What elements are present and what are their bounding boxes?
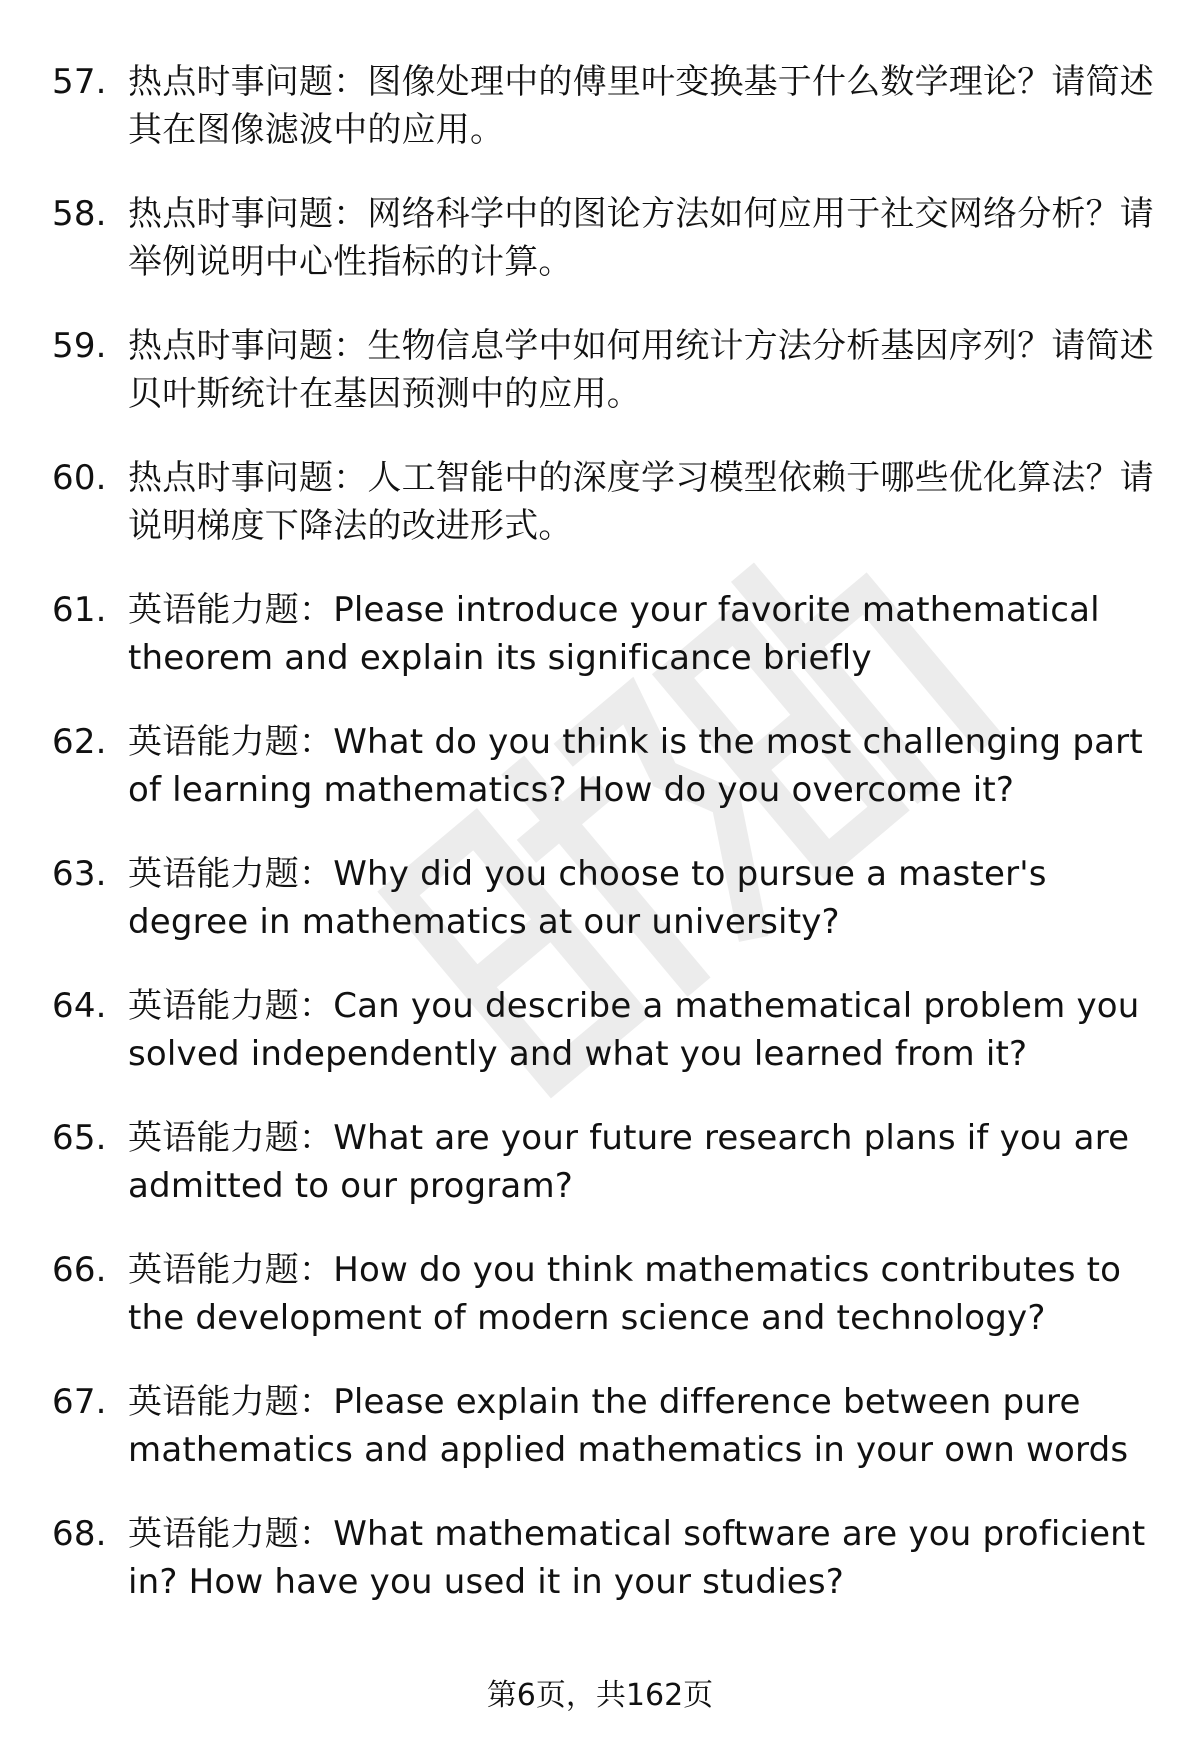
question-text: 英语能力题：Can you describe a mathematical problem you solved independently and what you learned from it? <box>128 986 1140 1074</box>
question-number: 65. <box>52 1118 107 1158</box>
question-item-67 <box>52 1378 1162 1510</box>
question-item-63 <box>52 850 1162 982</box>
question-list <box>52 58 1162 1642</box>
question-text: 英语能力题：How do you think mathematics contributes to the development of modern science and technology? <box>128 1250 1122 1338</box>
question-number: 57. <box>52 62 107 102</box>
question-number: 64. <box>52 986 107 1026</box>
question-number: 62. <box>52 722 107 762</box>
question-text: 热点时事问题：生物信息学中如何用统计方法分析基因序列？请简述贝叶斯统计在基因预测中的应用。 <box>128 326 1154 414</box>
question-text: 热点时事问题：人工智能中的深度学习模型依赖于哪些优化算法？请说明梯度下降法的改进形式。 <box>128 458 1154 546</box>
question-number: 68. <box>52 1514 107 1554</box>
question-item-61 <box>52 586 1162 718</box>
question-item-66 <box>52 1246 1162 1378</box>
question-item-60 <box>52 454 1162 586</box>
question-text: 英语能力题：Why did you choose to pursue a master's degree in mathematics at our university? <box>128 854 1047 942</box>
question-number: 67. <box>52 1382 107 1422</box>
page-indicator: 第6页，共162页 <box>486 1678 714 1713</box>
question-item-58 <box>52 190 1162 322</box>
question-item-65 <box>52 1114 1162 1246</box>
question-number: 58. <box>52 194 107 234</box>
question-item-62 <box>52 718 1162 850</box>
question-item-64 <box>52 982 1162 1114</box>
question-number: 59. <box>52 326 107 366</box>
question-text: 英语能力题：What mathematical software are you proficient in? How have you used it in your studies? <box>128 1514 1146 1602</box>
question-text: 英语能力题：Please introduce your favorite mathematical theorem and explain its significance briefly <box>128 590 1100 678</box>
question-item-57 <box>52 58 1162 190</box>
question-text: 英语能力题：Please explain the difference between pure mathematics and applied mathematics in your own words <box>128 1382 1129 1470</box>
question-text: 英语能力题：What are your future research plans if you are admitted to our program? <box>128 1118 1130 1206</box>
question-text: 热点时事问题：网络科学中的图论方法如何应用于社交网络分析？请举例说明中心性指标的计算。 <box>128 194 1154 282</box>
question-item-68 <box>52 1510 1162 1642</box>
question-number: 60. <box>52 458 107 498</box>
question-item-59 <box>52 322 1162 454</box>
question-text: 英语能力题：What do you think is the most challenging part of learning mathematics? How do you overcome it? <box>128 722 1143 810</box>
question-text: 热点时事问题：图像处理中的傅里叶变换基于什么数学理论？请简述其在图像滤波中的应用。 <box>128 62 1154 150</box>
question-number: 63. <box>52 854 107 894</box>
question-number: 66. <box>52 1250 107 1290</box>
question-number: 61. <box>52 590 107 630</box>
